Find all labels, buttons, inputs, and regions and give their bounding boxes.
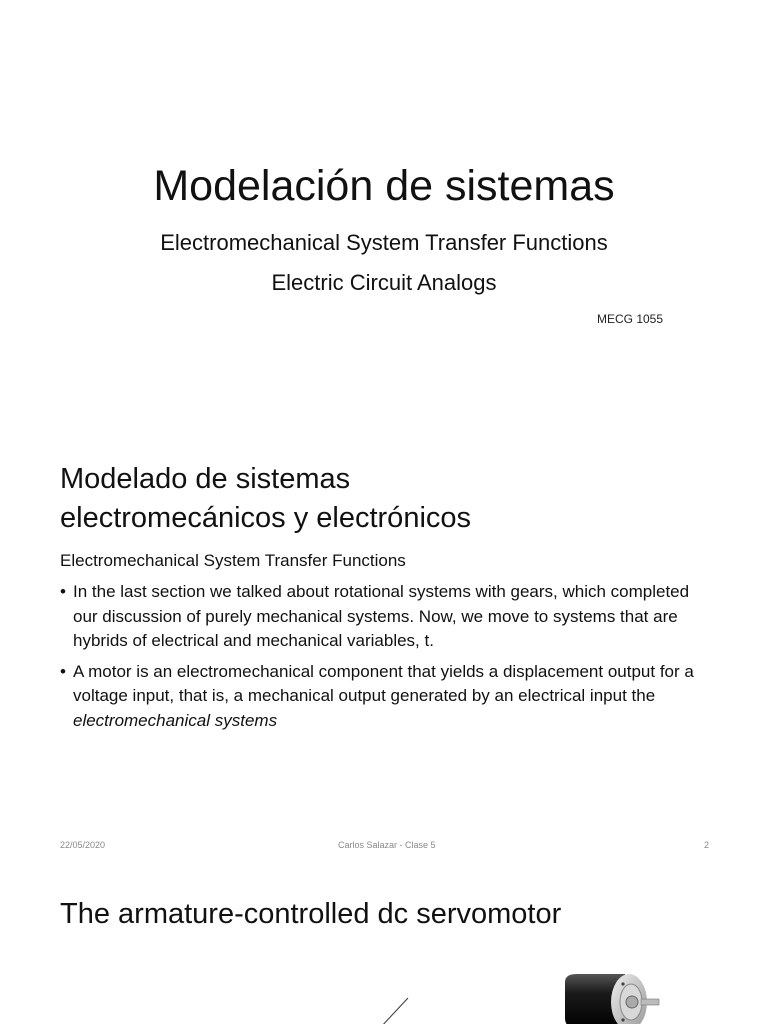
bullet-item <box>60 580 710 654</box>
bullet-icon: • <box>60 582 66 601</box>
bullet-item <box>60 660 710 734</box>
bullet-icon: • <box>60 661 66 681</box>
footer-date: 22/05/2020 <box>60 840 106 850</box>
slide-2 <box>0 432 768 864</box>
footer-page-number: 2 <box>704 840 710 850</box>
bullet-text: In the last section we talked about rotational systems with gears, which completed our discussion of purely mechanical systems. Now, we move to systems that are hybrids of electrical and mechanical variables, t. <box>73 582 690 650</box>
slide-3-title: The armature-controlled dc servomotor <box>60 898 562 930</box>
diagram-line-icon <box>370 990 415 1024</box>
slide-2-title <box>60 460 720 538</box>
slide-2-title-line-1: Modelado de sistemas <box>60 463 351 495</box>
slide-3 <box>0 864 768 1024</box>
slide-1-title: Modelación de sistemas <box>153 162 615 210</box>
slide-1-subtitle-2: Electric Circuit Analogs <box>271 270 497 295</box>
slide-2-title-line-2: electromecánicos y electrónicos <box>60 502 472 534</box>
bullet-list <box>60 580 710 739</box>
motor-image-icon <box>555 968 665 1024</box>
course-code: MECG 1055 <box>597 312 664 326</box>
bullet-emphasis: electromechanical systems <box>73 710 278 730</box>
slide-2-subheading: Electromechanical System Transfer Functions <box>60 551 406 570</box>
bullet-text: A motor is an electromechanical component that yields a displacement output for a voltage input, that is, a mechanical output generated by an electrical input the <box>73 661 694 705</box>
slide-1-subtitle-1: Electromechanical System Transfer Functions <box>160 230 608 255</box>
slide-1 <box>0 0 768 432</box>
footer-author: Carlos Salazar - Clase 5 <box>338 840 436 850</box>
